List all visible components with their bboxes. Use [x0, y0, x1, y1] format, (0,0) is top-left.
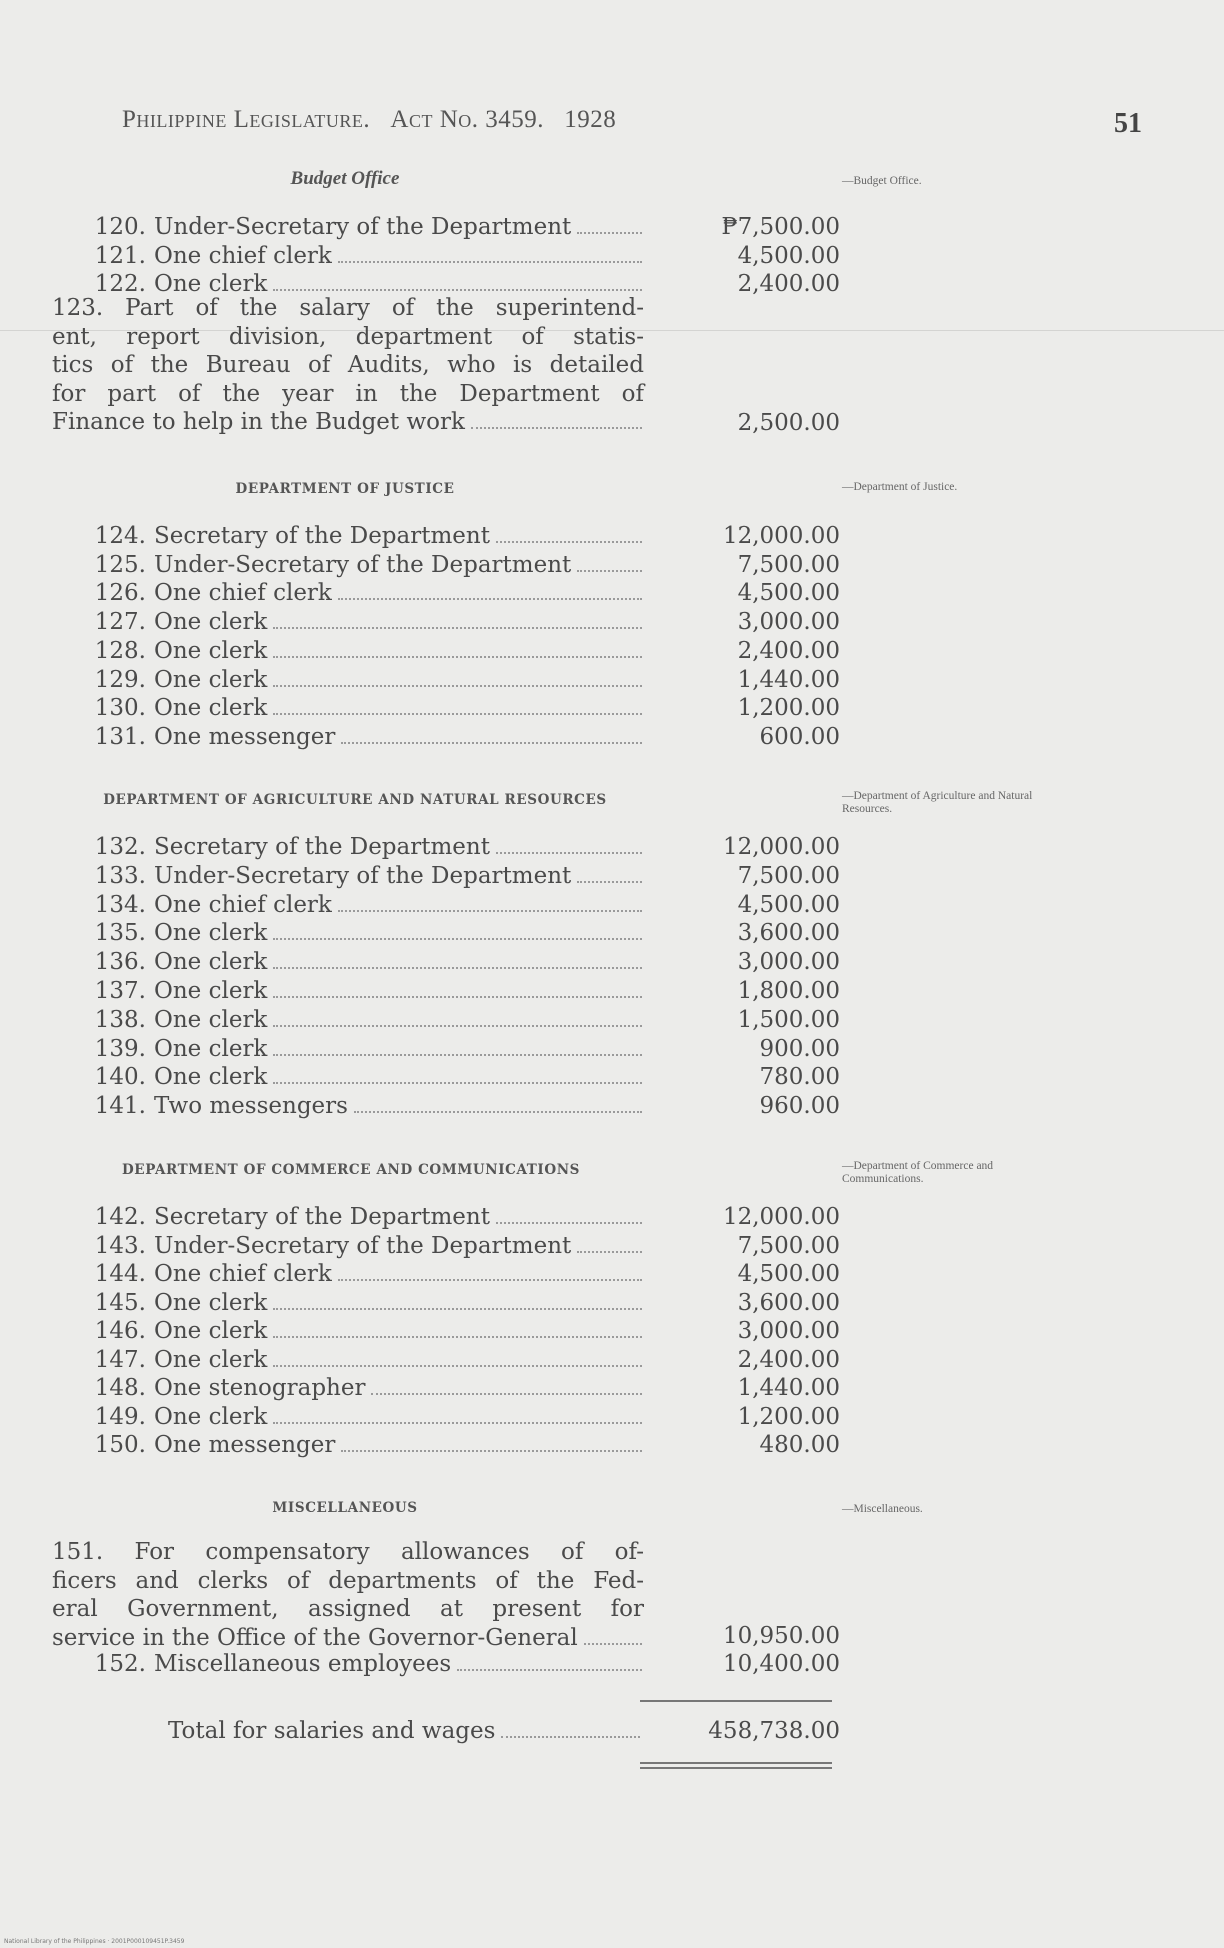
item-152-amount: 10,400.00 [722, 1651, 840, 1677]
dot-leader [501, 1736, 640, 1738]
line-item [52, 863, 644, 891]
item-151-last-line [52, 1624, 644, 1653]
margin-note-agriculture: —Department of Agriculture and Natural Resources. [842, 790, 1033, 816]
item-number: 144. [94, 1261, 146, 1287]
line-item [52, 638, 644, 666]
line-item [52, 695, 644, 723]
total-label: Total for salaries and wages [168, 1718, 496, 1744]
item-123-line: ent, report division, department of statis- [52, 323, 644, 350]
section-title-justice: DEPARTMENT OF JUSTICE [235, 481, 455, 497]
line-item [52, 1233, 644, 1261]
line-item [52, 1064, 644, 1092]
line-item [52, 724, 644, 752]
dot-leader [338, 261, 642, 263]
section-title-budget-office: Budget Office [290, 168, 400, 189]
dot-leader [457, 1669, 642, 1671]
dot-leader [273, 1336, 642, 1338]
line-item [52, 667, 644, 695]
item-number: 130. [94, 695, 146, 722]
total-amount: 458,738.00 [708, 1718, 840, 1744]
dot-leader [354, 1111, 642, 1113]
dot-leader [471, 427, 642, 429]
dot-leader [496, 1222, 642, 1224]
item-number: 127. [94, 609, 146, 636]
item-description: One clerk [154, 271, 268, 297]
item-123-last-line-text: Finance to help in the Budget work [52, 409, 465, 435]
line-item [52, 523, 644, 551]
item-amount: 3,000.00 [737, 949, 840, 976]
dot-leader [273, 1422, 642, 1424]
item-number: 147. [94, 1346, 146, 1373]
line-item [52, 580, 644, 608]
item-description: One clerk [154, 1035, 268, 1062]
item-amount: 1,200.00 [737, 695, 840, 722]
item-amount: 2,400.00 [737, 1346, 840, 1373]
item-number: 129. [94, 666, 146, 693]
item-amount: 12,000.00 [722, 1204, 840, 1230]
line-item [52, 1290, 644, 1318]
item-description: One chief clerk [154, 580, 332, 607]
item-number: 137. [94, 978, 146, 1004]
dot-leader [577, 232, 642, 234]
dot-leader [341, 742, 642, 744]
line-item [52, 892, 644, 920]
dot-leader [273, 938, 642, 940]
item-number: 128. [94, 637, 146, 664]
item-amount: 960.00 [759, 1093, 840, 1120]
item-amount: 4,500.00 [737, 1261, 840, 1287]
dot-leader [577, 570, 642, 572]
dot-leader [273, 1365, 642, 1367]
line-item [52, 214, 644, 242]
item-number: 134. [94, 891, 146, 918]
item-number: 139. [94, 1035, 146, 1062]
item-123-line: 123. Part of the salary of the superintend- [52, 295, 644, 321]
item-number: 125. [94, 551, 146, 578]
item-description: One clerk [154, 609, 268, 636]
item-description: One messenger [154, 723, 336, 750]
item-number: 126. [94, 580, 146, 607]
item-description: One stenographer [154, 1375, 366, 1401]
item-number: 136. [94, 949, 146, 976]
item-amount: 780.00 [759, 1064, 840, 1091]
item-number: 150. [94, 1432, 146, 1458]
item-amount: 1,200.00 [737, 1403, 840, 1430]
margin-note-commerce: —Department of Commerce and Communications. [842, 1160, 994, 1186]
item-description: One clerk [154, 1064, 268, 1091]
item-amount: ₱7,500.00 [721, 214, 840, 240]
item-number: 140. [94, 1064, 146, 1091]
line-item [52, 1036, 644, 1064]
item-number: 142. [94, 1204, 146, 1230]
line-item-152 [52, 1651, 644, 1679]
item-amount: 2,400.00 [737, 271, 840, 297]
archive-footer-tag: National Library of the Philippines · 2001P000109451P.3459 [4, 1938, 185, 1945]
dot-leader [273, 713, 642, 715]
item-description: One messenger [154, 1432, 336, 1458]
item-description: Under-Secretary of the Department [154, 862, 572, 889]
dot-leader [273, 627, 642, 629]
item-number: 135. [94, 920, 146, 947]
section-title-miscellaneous: MISCELLANEOUS [272, 1500, 418, 1516]
dot-leader [338, 1279, 642, 1281]
running-head-act: Act No. 3459. [390, 106, 545, 133]
line-item [52, 920, 644, 948]
item-number: 146. [94, 1318, 146, 1344]
line-item [52, 1432, 644, 1460]
item-description: Under-Secretary of the Department [154, 551, 572, 578]
item-description: One clerk [154, 1318, 268, 1344]
item-description: One clerk [154, 1289, 268, 1316]
item-description: One clerk [154, 1006, 268, 1033]
item-description: One clerk [154, 1346, 268, 1373]
line-item [52, 1347, 644, 1375]
item-123-line: tics of the Bureau of Audits, who is detailed [52, 352, 644, 378]
item-description: One clerk [154, 666, 268, 693]
item-amount: 12,000.00 [722, 834, 840, 860]
item-description: Secretary of the Department [154, 523, 490, 549]
dot-leader [273, 1054, 642, 1056]
item-description: One chief clerk [154, 242, 332, 269]
item-number: 149. [94, 1403, 146, 1430]
item-123-paragraph [52, 294, 644, 437]
item-amount: 4,500.00 [737, 891, 840, 918]
item-151-paragraph [52, 1538, 644, 1652]
item-number: 148. [94, 1375, 146, 1401]
line-item [52, 1007, 644, 1035]
item-number: 143. [94, 1232, 146, 1259]
dot-leader [496, 541, 642, 543]
item-description: Secretary of the Department [154, 834, 490, 860]
item-amount: 1,800.00 [737, 978, 840, 1004]
dot-leader [273, 685, 642, 687]
item-amount: 3,000.00 [737, 1318, 840, 1344]
dot-leader [338, 598, 642, 600]
item-amount: 480.00 [759, 1432, 840, 1458]
margin-note-miscellaneous: —Miscellaneous. [842, 1503, 923, 1515]
item-number: 141. [94, 1093, 146, 1120]
line-item [52, 834, 644, 862]
item-number: 121. [94, 242, 146, 269]
total-row [168, 1718, 642, 1744]
item-amount: 4,500.00 [737, 242, 840, 269]
running-head [122, 106, 616, 134]
item-amount: 7,500.00 [737, 1232, 840, 1259]
dot-leader [273, 289, 642, 291]
item-amount: 600.00 [759, 723, 840, 750]
total-double-rule-2 [640, 1767, 832, 1769]
dot-leader [577, 1251, 642, 1253]
item-amount: 3,000.00 [737, 609, 840, 636]
item-amount: 7,500.00 [737, 862, 840, 889]
item-description: One clerk [154, 1403, 268, 1430]
dot-leader [496, 852, 642, 854]
margin-note-justice: —Department of Justice. [842, 481, 958, 493]
dot-leader [273, 1308, 642, 1310]
item-number: 133. [94, 862, 146, 889]
dot-leader [273, 1082, 642, 1084]
item-151-amount: 10,950.00 [722, 1623, 840, 1649]
running-head-year: 1928 [564, 106, 617, 133]
item-amount: 2,400.00 [737, 637, 840, 664]
dot-leader [577, 881, 642, 883]
total-rule-top [640, 1700, 832, 1702]
item-number: 122. [94, 271, 146, 297]
item-description: One chief clerk [154, 1261, 332, 1287]
item-description: Miscellaneous employees [154, 1651, 452, 1677]
item-151-line: 151. For compensatory allowances of of- [52, 1539, 644, 1565]
item-description: One clerk [154, 637, 268, 664]
item-number: 124. [94, 523, 146, 549]
item-description: One chief clerk [154, 891, 332, 918]
item-151-line: ficers and clerks of departments of the Fed- [52, 1567, 644, 1594]
total-double-rule-1 [640, 1762, 832, 1764]
dot-leader [338, 910, 642, 912]
item-amount: 900.00 [759, 1035, 840, 1062]
item-amount: 1,500.00 [737, 1006, 840, 1033]
item-123-last-line [52, 408, 644, 437]
running-head-legislature: Philippine Legislature. [122, 106, 371, 133]
dot-leader [341, 1450, 642, 1452]
item-number: 145. [94, 1289, 146, 1316]
item-number: 138. [94, 1006, 146, 1033]
item-amount: 1,440.00 [737, 1375, 840, 1401]
dot-leader [273, 1025, 642, 1027]
dot-leader [273, 996, 642, 998]
item-123-amount: 2,500.00 [737, 410, 840, 436]
line-item [52, 1261, 644, 1289]
dot-leader [273, 656, 642, 658]
item-151-last-line-text: service in the Office of the Governor-General [52, 1624, 578, 1651]
line-item [52, 552, 644, 580]
item-number: 132. [94, 834, 146, 860]
item-description: One clerk [154, 949, 268, 976]
line-item [52, 243, 644, 271]
item-151-line: eral Government, assigned at present for [52, 1596, 644, 1622]
section-title-commerce: DEPARTMENT OF COMMERCE AND COMMUNICATIONS [122, 1162, 580, 1178]
item-number: 152. [94, 1651, 146, 1677]
item-amount: 4,500.00 [737, 580, 840, 607]
line-item [52, 978, 644, 1006]
line-item [52, 1093, 644, 1121]
item-amount: 12,000.00 [722, 523, 840, 549]
dot-leader [584, 1643, 642, 1645]
item-amount: 3,600.00 [737, 920, 840, 947]
section-title-agriculture: DEPARTMENT OF AGRICULTURE AND NATURAL RESOURCES [103, 792, 607, 808]
line-item [52, 1204, 644, 1232]
item-amount: 1,440.00 [737, 666, 840, 693]
dot-leader [371, 1393, 642, 1395]
item-description: Under-Secretary of the Department [154, 214, 572, 240]
item-description: One clerk [154, 695, 268, 722]
item-description: One clerk [154, 978, 268, 1004]
item-123-line: for part of the year in the Department of [52, 380, 644, 407]
item-amount: 3,600.00 [737, 1289, 840, 1316]
line-item [52, 1318, 644, 1346]
dot-leader [273, 967, 642, 969]
item-description: Secretary of the Department [154, 1204, 490, 1230]
item-description: Under-Secretary of the Department [154, 1232, 572, 1259]
page-number: 51 [1114, 108, 1142, 139]
item-description: Two messengers [154, 1093, 348, 1120]
item-description: One clerk [154, 920, 268, 947]
line-item [52, 609, 644, 637]
line-item [52, 1375, 644, 1403]
line-item [52, 1404, 644, 1432]
line-item [52, 949, 644, 977]
margin-note-budget-office: —Budget Office. [842, 175, 922, 187]
item-amount: 7,500.00 [737, 551, 840, 578]
item-number: 120. [94, 214, 146, 240]
item-number: 131. [94, 723, 146, 750]
